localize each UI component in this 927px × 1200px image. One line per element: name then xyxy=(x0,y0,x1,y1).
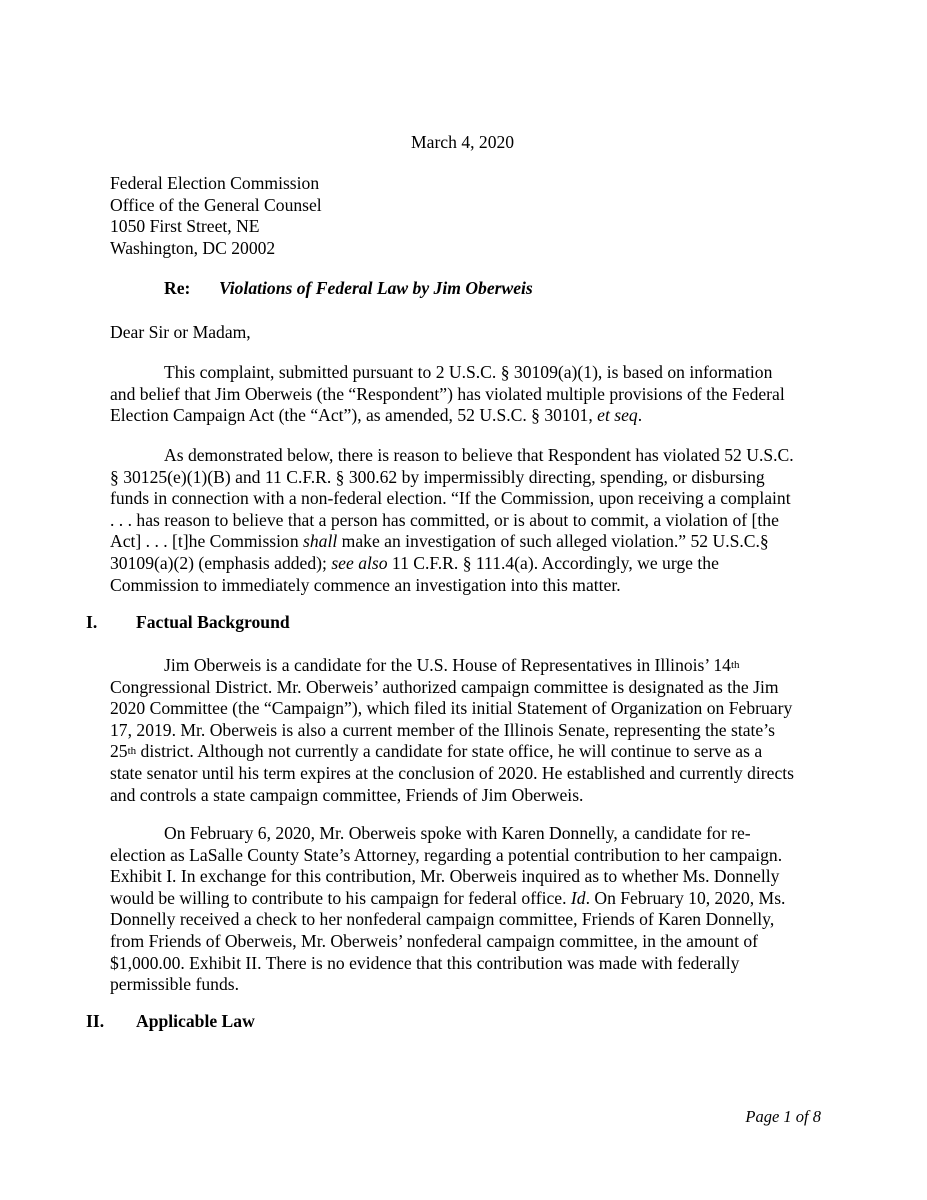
reason-paragraph xyxy=(110,445,820,596)
section-title: Factual Background xyxy=(136,612,290,632)
recipient-line: Office of the General Counsel xyxy=(110,194,322,215)
page-number: Page 1 of 8 xyxy=(745,1107,821,1126)
text-run: . xyxy=(637,405,643,426)
text-line xyxy=(110,405,820,427)
text-line: This complaint, submitted pursuant to 2 U.S.C. § 30109(a)(1), is based on information xyxy=(164,362,773,382)
section-number: II. xyxy=(86,1011,105,1031)
text-run: make an investigation of such alleged violation.” 52 U.S.C.§ xyxy=(337,531,769,552)
re-subject: Violations of Federal Law by Jim Oberweis xyxy=(219,278,533,298)
text-line xyxy=(110,741,820,763)
text-line: Commission to immediately commence an investigation into this matter. xyxy=(110,574,621,595)
text-run: 11 C.F.R. § 111.4(a). Accordingly, we urge the xyxy=(387,552,719,573)
text-line: Exhibit I. In exchange for this contribution, Mr. Oberweis inquired as to whether Ms. Donnelly xyxy=(110,866,780,887)
text-run: 25 xyxy=(110,741,128,762)
italic-run: shall xyxy=(303,531,338,552)
text-line: On February 6, 2020, Mr. Oberweis spoke with Karen Donnelly, a candidate for re- xyxy=(164,823,751,843)
text-run: 30109(a)(2) (emphasis added); xyxy=(110,552,332,573)
text-line: and belief that Jim Oberweis (the “Respondent”) has violated multiple provisions of the Federal xyxy=(110,383,785,404)
text-run: Election Campaign Act (the “Act”), as amended, 52 U.S.C. § 30101, xyxy=(110,405,598,426)
recipient-line: Washington, DC 20002 xyxy=(110,237,276,258)
section-number: I. xyxy=(86,612,98,632)
text-line: . . . has reason to believe that a person has committed, or is about to commit, a violation of [the xyxy=(110,509,779,530)
italic-run: et seq xyxy=(597,405,638,426)
text-line: As demonstrated below, there is reason to believe that Respondent has violated 52 U.S.C. xyxy=(164,445,794,465)
salutation: Dear Sir or Madam, xyxy=(110,322,251,342)
text-line xyxy=(110,888,820,910)
text-line: 17, 2019. Mr. Oberweis is also a current member of the Illinois Senate, representing the state’s xyxy=(110,719,775,740)
recipient-line: 1050 First Street, NE xyxy=(110,216,260,237)
re-label: Re: xyxy=(164,278,191,298)
text-line: from Friends of Oberweis, Mr. Oberweis’ nonfederal campaign committee, in the amount of xyxy=(110,930,759,951)
text-run: Act] . . . [t]he Commission xyxy=(110,531,304,552)
intro-paragraph xyxy=(110,362,820,427)
text-run: would be willing to contribute to his campaign for federal office. xyxy=(110,887,571,908)
italic-run: see also xyxy=(331,552,388,573)
text-line: $1,000.00. Exhibit II. There is no evidence that this contribution was made with federally xyxy=(110,952,740,973)
text-line: Donnelly received a check to her nonfederal campaign committee, Friends of Karen Donnelly, xyxy=(110,909,775,930)
letter-date: March 4, 2020 xyxy=(411,132,515,152)
text-run: district. Although not currently a candidate for state office, he will continue to serve as a xyxy=(136,741,763,762)
text-line xyxy=(110,531,820,553)
section-heading-law xyxy=(0,1011,927,1033)
recipient-line: Federal Election Commission xyxy=(110,173,320,193)
text-line xyxy=(110,553,820,575)
recipient-address xyxy=(110,173,322,259)
factual-paragraph-2 xyxy=(110,823,820,996)
superscript: th xyxy=(127,745,137,758)
text-line: Congressional District. Mr. Oberweis’ authorized campaign committee is designated as the Jim xyxy=(110,676,779,697)
text-line: funds in connection with a non-federal election. “If the Commission, upon receiving a complaint xyxy=(110,488,791,509)
section-title: Applicable Law xyxy=(136,1011,255,1031)
text-line: election as LaSalle County State’s Attorney, regarding a potential contribution to her campaign. xyxy=(110,844,783,865)
text-line: § 30125(e)(1)(B) and 11 C.F.R. § 300.62 by impermissibly directing, spending, or disbursing xyxy=(110,466,765,487)
text-line: state senator until his term expires at the conclusion of 2020. He established and currently directs xyxy=(110,762,795,783)
text-line xyxy=(110,655,820,677)
text-run: Jim Oberweis is a candidate for the U.S. House of Representatives in Illinois’ 14 xyxy=(164,655,731,675)
text-run: . On February 10, 2020, Ms. xyxy=(585,887,786,908)
factual-paragraph-1 xyxy=(110,655,820,806)
superscript: th xyxy=(730,659,740,671)
text-line: and controls a state campaign committee, Friends of Jim Oberweis. xyxy=(110,784,584,805)
text-line: 2020 Committee (the “Campaign”), which filed its initial Statement of Organization on February xyxy=(110,698,793,719)
italic-run: Id xyxy=(570,887,586,908)
section-heading-factual xyxy=(0,612,927,634)
text-line: permissible funds. xyxy=(110,974,240,995)
